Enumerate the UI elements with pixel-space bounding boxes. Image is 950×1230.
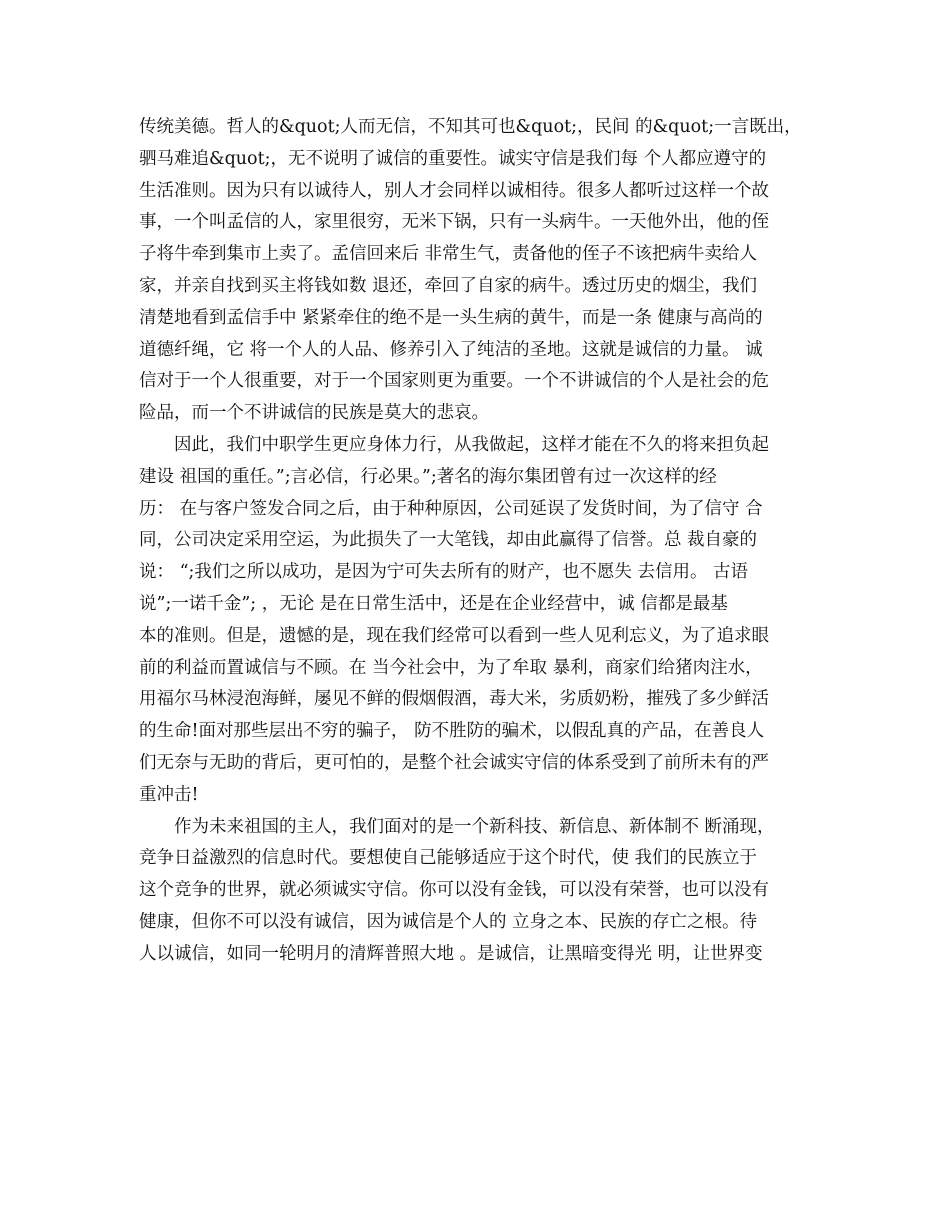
text-line: 本的准则。但是，遗憾的是，现在我们经常可以看到一些人见利忘义，为了追求眼 <box>139 625 769 646</box>
text-line: 事，一个叫孟信的人，家里很穷，无米下锅，只有一头病牛。一天他外出，他的侄 <box>139 212 769 233</box>
text-line: 们无奈与无助的背后，更可怕的，是整个社会诚实守信的体系受到了前所未有的严 <box>139 752 769 773</box>
text-line: 历： 在与客户签发合同之后，由于种种原因，公司延误了发货时间，为了信守 合 <box>139 498 763 519</box>
body-text <box>139 112 839 971</box>
text-line: 因此，我们中职学生更应身体力行，从我做起，这样才能在不久的将来担负起 <box>139 434 769 455</box>
text-line: 同，公司决定采用空运，为此损失了一大笔钱，却由此赢得了信誉。总 裁自豪的 <box>139 530 758 551</box>
text-line: 说”;一诺千金”; ，无论 是在日常生活中，还是在企业经营中，诚 信都是最基 <box>139 593 728 614</box>
text-line: 清楚地看到孟信手中 紧紧牵住的绝不是一头生病的黄牛，而是一条 健康与高尚的 <box>139 307 763 328</box>
text-line: 竞争日益激烈的信息时代。要想使自己能够适应于这个时代，使 我们的民族立于 <box>139 848 758 869</box>
text-line: 前的利益而置诚信与不顾。在 当今社会中，为了牟取 暴利，商家们给猪肉注水， <box>139 657 763 678</box>
text-line: 家，并亲自找到买主将钱如数 退还，牵回了自家的病牛。透过历史的烟尘，我们 <box>139 275 758 296</box>
text-line: 重冲击! <box>139 784 199 805</box>
text-line: 驷马难追&quot;，无不说明了诚信的重要性。诚实守信是我们每 个人都应遵守的 <box>139 148 767 169</box>
text-line: 说： “;我们之所以成功，是因为宁可失去所有的财产，也不愿失 去信用。 古语 <box>139 562 749 583</box>
text-line: 子将牛牵到集市上卖了。孟信回来后 非常生气，责备他的侄子不该把病牛卖给人 <box>139 244 758 265</box>
text-line: 作为未来祖国的主人，我们面对的是一个新科技、新信息、新体制不 断涌现， <box>139 816 775 837</box>
text-line: 生活准则。因为只有以诚待人，别人才会同样以诚相待。很多人都听过这样一个故 <box>139 180 769 201</box>
text-line: 人以诚信，如同一轮明月的清辉普照大地 。是诚信，让黑暗变得光 明，让世界变 <box>139 943 763 964</box>
text-line: 的生命!面对那些层出不穷的骗子， 防不胜防的骗术，以假乱真的产品，在善良人 <box>139 721 765 742</box>
text-line: 健康，但你不可以没有诚信，因为诚信是个人的 立身之本、民族的存亡之根。待 <box>139 911 758 932</box>
text-line: 这个竞争的世界，就必须诚实守信。你可以没有金钱，可以没有荣誉，也可以没有 <box>139 880 769 901</box>
text-line: 传统美德。哲人的&quot;人而无信，不知其可也&quot;，民间 的&quot;一言既出， <box>139 117 802 137</box>
text-line: 用福尔马林浸泡海鲜，屡见不鲜的假烟假酒，毒大米，劣质奶粉，摧残了多少鲜活 <box>139 689 769 710</box>
text-line: 信对于一个人很重要，对于一个国家则更为重要。一个不讲诚信的个人是社会的危 <box>139 371 769 392</box>
text-line: 险品，而一个不讲诚信的民族是莫大的悲哀。 <box>139 403 489 424</box>
text-line: 建设 祖国的重任。”;言必信，行必果。”;著名的海尔集团曾有过一次这样的经 <box>139 466 717 487</box>
text-line: 道德纤绳，它 将一个人的人品、修养引入了纯洁的圣地。这就是诚信的力量。 诚 <box>139 339 763 360</box>
